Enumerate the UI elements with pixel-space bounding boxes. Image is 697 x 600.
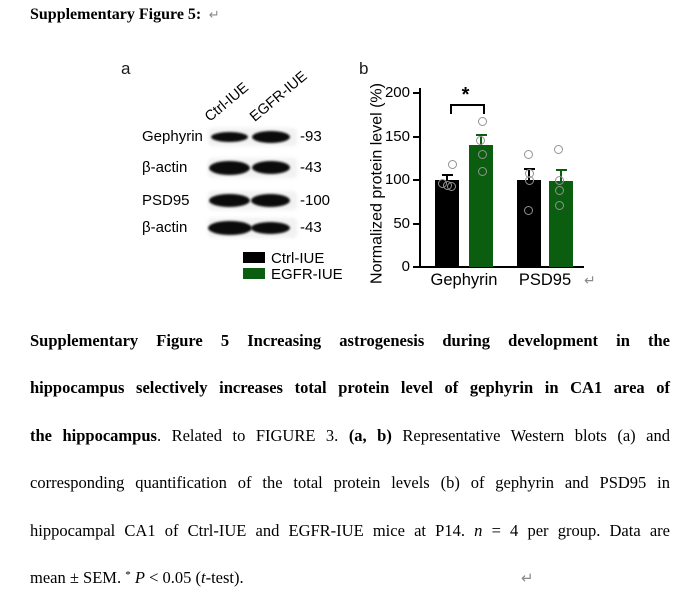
blot-band [251,222,290,234]
data-point [476,136,485,145]
legend-swatch-egfr [243,268,265,279]
caption-line [30,330,670,377]
panel-b-letter: b [359,59,369,78]
bar-gephyrin-ctrl-iue [435,180,459,267]
blot-row-label: β-actin [142,218,188,236]
caption-segment: the hippocampus [30,425,157,445]
y-axis-label: Normalized protein level (%) [368,83,386,284]
paragraph-return-icon: ↵ [208,8,220,23]
caption-segment: = 4 per group. Data are [482,520,670,540]
caption-segment: mean ± SEM. [30,567,126,587]
data-point [525,176,534,185]
caption-line [30,425,670,472]
bar-psd95-ctrl-iue [517,180,541,267]
y-tick-label: 50 [393,214,410,232]
caption-segment: * [125,568,131,581]
data-point [448,160,457,169]
data-point [554,145,563,154]
y-tick-label: 150 [384,127,410,145]
caption-segment: . Related to FIGURE 3. [156,425,349,445]
y-tick-label: 200 [384,84,410,101]
panel-a-letter: a [121,59,131,78]
y-tick-mark [413,179,420,181]
data-point [478,167,487,176]
molecular-weight-label: -100 [300,191,331,209]
molecular-weight-label: -43 [300,218,322,236]
error-bar-cap [442,174,453,176]
lane-header-ctrl-iue: Ctrl-IUE [202,79,252,126]
significance-star: * [461,84,470,106]
y-tick-label: 0 [401,258,410,275]
blot-band [209,161,250,175]
caption-segment: P [134,567,145,587]
paragraph-return-icon: ↵ [521,569,534,587]
caption-line [30,567,670,600]
caption-line [30,472,670,519]
title-row [30,6,220,24]
blot-row-label: Gephyrin [142,127,203,145]
blot-band [211,132,248,142]
figure-title: Supplementary Figure 5: [30,6,202,23]
data-point [447,182,456,191]
caption-segment: Representative Western blots (a) and [391,425,670,445]
blot-band [251,194,290,207]
figure-caption [30,330,670,600]
legend-label: EGFR-IUE [271,266,343,283]
data-point [524,150,533,159]
paragraph-return-icon: ↵ [584,273,596,289]
caption-segment: < 0.05 ( [144,567,201,587]
caption-segment: hippocampus selectively increases total protein level of gephyrin in CA1 area of [30,378,670,398]
caption-segment: corresponding quantification of the total protein levels (b) of gephyrin and PSD95 in [30,473,670,493]
x-category-label: Gephyrin [430,271,498,289]
caption-segment: t [201,567,206,587]
y-tick-mark [413,223,420,225]
data-point [555,186,564,195]
data-point [478,150,487,159]
blot-band [208,221,252,235]
y-tick-label: 100 [384,171,410,188]
data-point [524,206,533,215]
blot-band [252,131,290,143]
molecular-weight-label: -93 [300,127,322,145]
blot-row-label: β-actin [142,158,188,176]
data-point [478,117,487,126]
error-bar-cap [556,169,567,171]
caption-segment: hippocampal CA1 of Ctrl-IUE and EGFR-IUE mice at P14. [30,520,475,540]
blot-band [209,194,250,207]
bar-gephyrin-egfr-iue [469,145,493,267]
blot-band [252,161,290,174]
data-point [555,176,564,185]
blot-row-label: PSD95 [142,191,190,209]
caption-segment: Supplementary Figure 5 Increasing astrogenesis during development in the [30,331,670,350]
y-tick-mark [413,266,420,268]
x-category-label: PSD95 [518,271,572,289]
legend-swatch-ctrl [243,252,265,263]
caption-segment: n [474,520,483,540]
y-axis-line [419,88,421,268]
y-tick-mark [413,92,420,94]
caption-segment: -test). [205,567,244,587]
caption-line [30,377,670,424]
caption-segment: (a, b) [348,425,392,445]
y-tick-mark [413,136,420,138]
data-point [555,201,564,210]
caption-line [30,520,670,567]
molecular-weight-label: -43 [300,158,322,176]
legend-label: Ctrl-IUE [271,249,325,267]
lane-header-egfr-iue: EGFR-IUE [247,68,311,126]
